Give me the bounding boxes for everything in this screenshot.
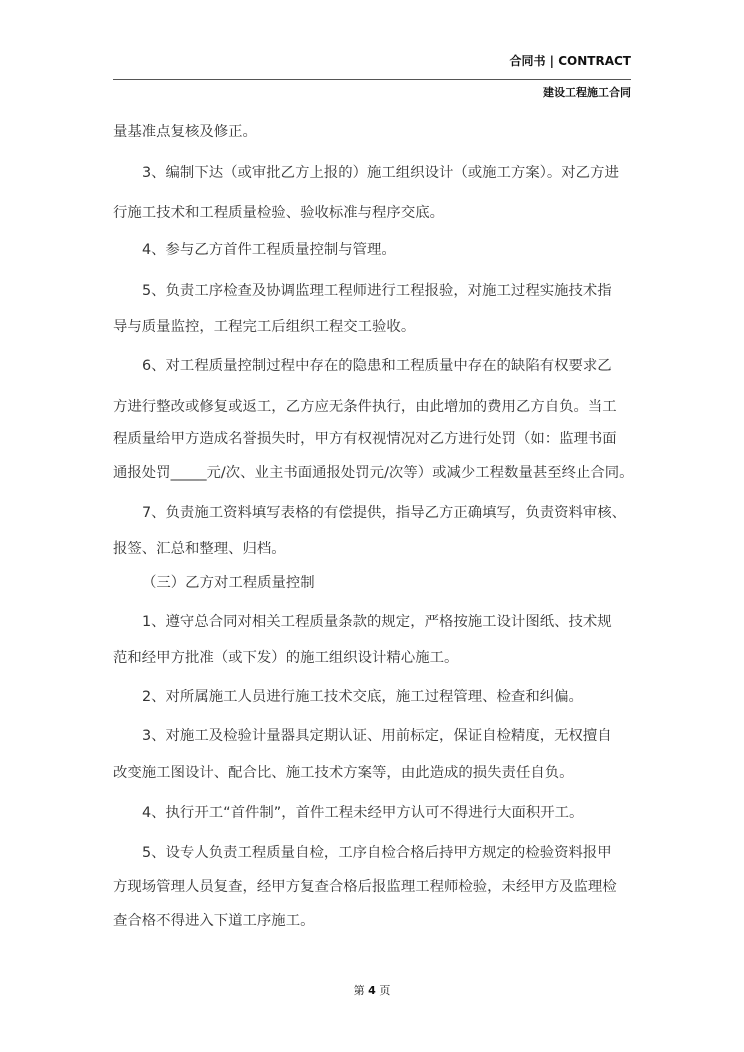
body-line: 查合格不得进入下道工序施工。: [113, 913, 315, 929]
body-line: 6、对工程质量控制过程中存在的隐患和工程质量中存在的缺陷有权要求乙: [142, 358, 612, 374]
header-divider: [113, 79, 631, 80]
body-line: 范和经甲方批准（或下发）的施工组织设计精心施工。: [113, 650, 459, 666]
header-title: 合同书 | CONTRACT: [509, 54, 631, 68]
body-line: 导与质量监控，工程完工后组织工程交工验收。: [113, 319, 416, 335]
body-line: 程质量给甲方造成名誉损失时，甲方有权视情况对乙方进行处罚（如：监理书面: [113, 431, 617, 447]
body-line: 方现场管理人员复查，经甲方复查合格后报监理工程师检验，未经甲方及监理检: [113, 879, 617, 895]
section-heading: （三）乙方对工程质量控制: [142, 575, 315, 591]
body-line: 通报处罚_____元/次、业主书面通报处罚元/次等）或减少工程数量甚至终止合同。: [113, 465, 634, 481]
page-footer: [0, 982, 744, 998]
body-line: 3、编制下达（或审批乙方上报的）施工组织设计（或施工方案）。对乙方进: [142, 165, 619, 181]
body-line: 报签、汇总和整理、归档。: [113, 541, 286, 557]
body-line: 3、对施工及检验计量器具定期认证、用前标定，保证自检精度，无权擅自: [142, 728, 612, 744]
body-line: 4、执行开工“首件制”，首件工程未经甲方认可不得进行大面积开工。: [142, 805, 584, 821]
header-subtitle: 建设工程施工合同: [543, 86, 631, 99]
body-line: 2、对所属施工人员进行施工技术交底，施工过程管理、检查和纠偏。: [142, 689, 583, 705]
page-number: 4: [368, 984, 376, 997]
body-line: 5、设专人负责工程质量自检，工序自检合格后持甲方规定的检验资料报甲: [142, 845, 612, 861]
body-line: 改变施工图设计、配合比、施工技术方案等，由此造成的损失责任自负。: [113, 765, 574, 781]
body-line: 7、负责施工资料填写表格的有偿提供，指导乙方正确填写，负责资料审核、: [142, 505, 627, 521]
body-line: 行施工技术和工程质量检验、验收标准与程序交底。: [113, 205, 444, 221]
page-label-suffix: 页: [379, 984, 391, 997]
page-label-prefix: 第: [353, 984, 365, 997]
body-line: 5、负责工序检查及协调监理工程师进行工程报验，对施工过程实施技术指: [142, 283, 612, 299]
body-line: 方进行整改或修复或返工，乙方应无条件执行，由此增加的费用乙方自负。当工: [113, 399, 617, 415]
body-line: 1、遵守总合同对相关工程质量条款的规定，严格按施工设计图纸、技术规: [142, 614, 612, 630]
body-line: 4、参与乙方首件工程质量控制与管理。: [142, 242, 396, 258]
body-line: 量基准点复核及修正。: [113, 124, 257, 140]
